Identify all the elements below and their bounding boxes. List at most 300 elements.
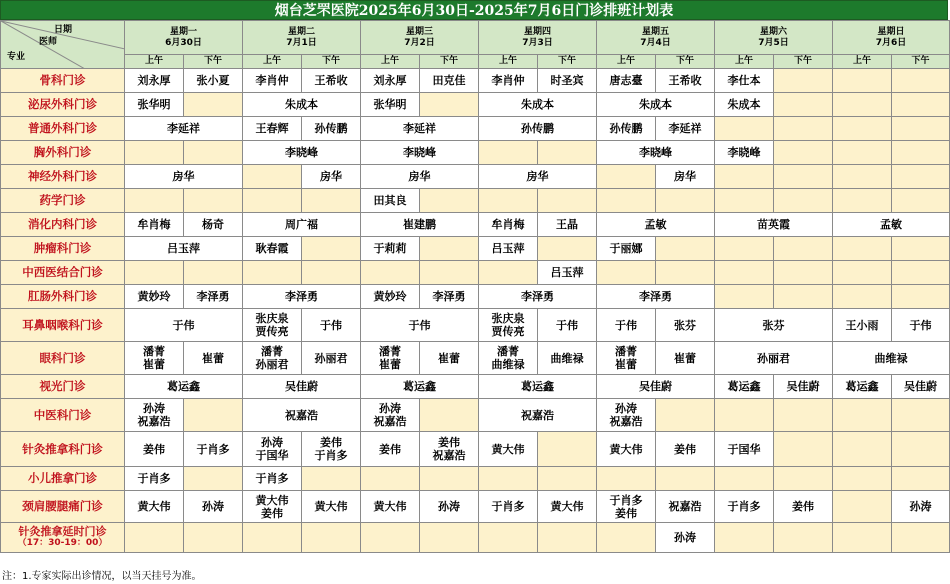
department-name: 泌尿外科门诊 bbox=[1, 93, 125, 117]
schedule-row bbox=[1, 491, 950, 523]
header-row-days bbox=[1, 21, 950, 55]
schedule-row bbox=[1, 69, 950, 93]
empty-cell bbox=[833, 491, 892, 523]
doctor-cell: 李肖仲 bbox=[243, 69, 302, 93]
doctor-cell: 崔建鹏 bbox=[361, 213, 479, 237]
doctor-cell: 李肖仲 bbox=[479, 69, 538, 93]
empty-cell bbox=[774, 467, 833, 491]
doctor-name: 潘菁 bbox=[143, 345, 165, 358]
doctor-name: 姜伟 bbox=[320, 436, 343, 449]
empty-cell bbox=[892, 69, 950, 93]
empty-cell bbox=[774, 261, 833, 285]
doctor-cell: 耿春霞 bbox=[243, 237, 302, 261]
empty-cell bbox=[715, 523, 774, 553]
doctor-name: 于肖多 bbox=[314, 449, 348, 462]
doctor-cell: 姜伟 bbox=[361, 432, 420, 467]
empty-cell bbox=[892, 285, 950, 309]
schedule-row bbox=[1, 523, 950, 553]
day-weekday: 星期二 bbox=[288, 26, 316, 37]
department-name: 消化内科门诊 bbox=[1, 213, 125, 237]
empty-cell bbox=[538, 523, 597, 553]
empty-cell bbox=[184, 189, 243, 213]
doctor-name: 贾传亮 bbox=[255, 325, 289, 338]
empty-cell bbox=[892, 189, 950, 213]
empty-cell bbox=[892, 467, 950, 491]
empty-cell bbox=[774, 165, 833, 189]
empty-cell bbox=[715, 237, 774, 261]
empty-cell bbox=[420, 399, 479, 432]
doctor-cell: 于伟 bbox=[597, 309, 656, 342]
doctor-cell: 房华 bbox=[656, 165, 715, 189]
doctor-cell: 于伟 bbox=[125, 309, 243, 342]
empty-cell bbox=[538, 432, 597, 467]
doctor-cell: 唐志臺 bbox=[597, 69, 656, 93]
department-name: 肛肠外科门诊 bbox=[1, 285, 125, 309]
doctor-cell: 孙涛 bbox=[420, 491, 479, 523]
empty-cell bbox=[538, 141, 597, 165]
department-name: 视光门诊 bbox=[1, 375, 125, 399]
department-name: 颈肩腰腿痛门诊 bbox=[1, 491, 125, 523]
doctor-cell bbox=[302, 432, 361, 467]
empty-cell bbox=[420, 237, 479, 261]
am-header: 上午 bbox=[833, 55, 892, 69]
pm-header: 下午 bbox=[538, 55, 597, 69]
department-name: 神经外科门诊 bbox=[1, 165, 125, 189]
doctor-name: 祝嘉浩 bbox=[137, 415, 171, 428]
empty-cell bbox=[715, 117, 774, 141]
doctor-cell: 吴佳蔚 bbox=[597, 375, 715, 399]
doctor-cell: 于丽娜 bbox=[597, 237, 656, 261]
empty-cell bbox=[302, 467, 361, 491]
day-date: 7月2日 bbox=[404, 37, 435, 48]
doctor-name: 祝嘉浩 bbox=[373, 415, 407, 428]
doctor-cell: 孙涛 bbox=[184, 491, 243, 523]
empty-cell bbox=[420, 189, 479, 213]
schedule-row bbox=[1, 165, 950, 189]
empty-cell bbox=[538, 467, 597, 491]
empty-cell bbox=[892, 261, 950, 285]
doctor-cell: 葛运鑫 bbox=[125, 375, 243, 399]
empty-cell bbox=[833, 165, 892, 189]
header-row-ampm bbox=[1, 55, 950, 69]
doctor-cell: 吴佳蔚 bbox=[774, 375, 833, 399]
schedule-row bbox=[1, 93, 950, 117]
doctor-name: 贾传亮 bbox=[491, 325, 525, 338]
doctor-cell: 祝嘉浩 bbox=[479, 399, 597, 432]
doctor-cell: 于肖多 bbox=[125, 467, 184, 491]
schedule-row bbox=[1, 375, 950, 399]
doctor-cell: 房华 bbox=[302, 165, 361, 189]
doctor-cell: 李泽勇 bbox=[184, 285, 243, 309]
empty-cell bbox=[833, 117, 892, 141]
schedule-row bbox=[1, 285, 950, 309]
pm-header: 下午 bbox=[184, 55, 243, 69]
doctor-cell: 黄大伟 bbox=[538, 491, 597, 523]
footnote: 注：1.专家实际出诊情况，以当天挂号为准。 bbox=[2, 571, 202, 582]
doctor-cell bbox=[243, 309, 302, 342]
empty-cell bbox=[833, 93, 892, 117]
department-hours-label: （17：30-19：00） bbox=[17, 538, 108, 548]
doctor-cell: 王晶 bbox=[538, 213, 597, 237]
doctor-cell: 李仕本 bbox=[715, 69, 774, 93]
corner-date-label: 日期 bbox=[53, 25, 72, 35]
doctor-cell: 姜伟 bbox=[656, 432, 715, 467]
doctor-name: 崔蕾 bbox=[143, 358, 165, 371]
doctor-cell: 张华明 bbox=[361, 93, 420, 117]
doctor-cell: 李延祥 bbox=[656, 117, 715, 141]
doctor-cell: 于肖多 bbox=[715, 491, 774, 523]
doctor-cell: 朱成本 bbox=[715, 93, 774, 117]
department-name: 药学门诊 bbox=[1, 189, 125, 213]
doctor-cell: 黄妙玲 bbox=[361, 285, 420, 309]
doctor-cell: 祝嘉浩 bbox=[243, 399, 361, 432]
empty-cell bbox=[302, 523, 361, 553]
corner-dept-label: 专业 bbox=[7, 52, 26, 62]
empty-cell bbox=[892, 237, 950, 261]
doctor-cell: 黄大伟 bbox=[125, 491, 184, 523]
doctor-cell bbox=[243, 432, 302, 467]
doctor-cell: 张华明 bbox=[125, 93, 184, 117]
doctor-cell bbox=[361, 399, 420, 432]
schedule-row bbox=[1, 117, 950, 141]
empty-cell bbox=[774, 189, 833, 213]
department-name: 中西医结合门诊 bbox=[1, 261, 125, 285]
doctor-cell: 孙涛 bbox=[892, 491, 950, 523]
empty-cell bbox=[892, 93, 950, 117]
doctor-cell: 刘永厚 bbox=[125, 69, 184, 93]
day-date: 7月1日 bbox=[286, 37, 317, 48]
empty-cell bbox=[597, 261, 656, 285]
empty-cell bbox=[184, 261, 243, 285]
empty-cell bbox=[833, 237, 892, 261]
doctor-name: 孙涛 bbox=[615, 402, 638, 415]
empty-cell bbox=[243, 165, 302, 189]
empty-cell bbox=[656, 189, 715, 213]
empty-cell bbox=[597, 523, 656, 553]
department-name: 小儿推拿门诊 bbox=[1, 467, 125, 491]
empty-cell bbox=[597, 165, 656, 189]
doctor-cell: 葛运鑫 bbox=[715, 375, 774, 399]
doctor-cell: 黄大伟 bbox=[597, 432, 656, 467]
doctor-cell: 朱成本 bbox=[479, 93, 597, 117]
doctor-cell: 曲维禄 bbox=[538, 342, 597, 375]
empty-cell bbox=[774, 237, 833, 261]
empty-cell bbox=[892, 523, 950, 553]
doctor-name: 张庆泉 bbox=[491, 312, 525, 325]
doctor-name: 孙涛 bbox=[379, 402, 402, 415]
doctor-cell: 牟肖梅 bbox=[479, 213, 538, 237]
schedule-row bbox=[1, 399, 950, 432]
doctor-cell bbox=[125, 342, 184, 375]
empty-cell bbox=[656, 467, 715, 491]
empty-cell bbox=[892, 141, 950, 165]
doctor-name: 潘菁 bbox=[379, 345, 402, 358]
empty-cell bbox=[656, 261, 715, 285]
doctor-cell: 李泽勇 bbox=[479, 285, 597, 309]
empty-cell bbox=[833, 285, 892, 309]
doctor-cell: 于伟 bbox=[892, 309, 950, 342]
pm-header: 下午 bbox=[656, 55, 715, 69]
day-weekday: 星期四 bbox=[524, 26, 552, 37]
empty-cell bbox=[774, 523, 833, 553]
doctor-cell: 牟肖梅 bbox=[125, 213, 184, 237]
doctor-cell bbox=[243, 342, 302, 375]
doctor-name: 潘菁 bbox=[261, 345, 284, 358]
empty-cell bbox=[125, 523, 184, 553]
doctor-cell: 李泽勇 bbox=[243, 285, 361, 309]
schedule-row bbox=[1, 467, 950, 491]
doctor-cell: 于肖多 bbox=[479, 491, 538, 523]
day-header bbox=[361, 21, 479, 55]
empty-cell bbox=[892, 117, 950, 141]
doctor-name: 潘菁 bbox=[615, 345, 638, 358]
doctor-cell: 孙丽君 bbox=[715, 342, 833, 375]
day-date: 7月5日 bbox=[758, 37, 789, 48]
doctor-cell: 孟敏 bbox=[833, 213, 950, 237]
corner-doctor-label: 医师 bbox=[39, 37, 58, 47]
doctor-cell: 于伟 bbox=[538, 309, 597, 342]
doctor-name: 孙涛 bbox=[261, 436, 284, 449]
doctor-cell: 田克佳 bbox=[420, 69, 479, 93]
doctor-cell: 吕玉萍 bbox=[538, 261, 597, 285]
empty-cell bbox=[361, 523, 420, 553]
doctor-cell: 房华 bbox=[479, 165, 597, 189]
doctor-cell bbox=[479, 309, 538, 342]
schedule-row bbox=[1, 432, 950, 467]
doctor-cell: 张小夏 bbox=[184, 69, 243, 93]
schedule-row bbox=[1, 213, 950, 237]
doctor-cell: 于莉莉 bbox=[361, 237, 420, 261]
doctor-cell bbox=[479, 342, 538, 375]
doctor-cell: 于伟 bbox=[361, 309, 479, 342]
doctor-cell bbox=[597, 399, 656, 432]
empty-cell bbox=[892, 399, 950, 432]
schedule-row bbox=[1, 342, 950, 375]
empty-cell bbox=[184, 523, 243, 553]
am-header: 上午 bbox=[715, 55, 774, 69]
doctor-cell: 孙传鹏 bbox=[597, 117, 656, 141]
empty-cell bbox=[125, 189, 184, 213]
doctor-cell bbox=[361, 342, 420, 375]
doctor-name: 潘菁 bbox=[497, 345, 520, 358]
empty-cell bbox=[774, 399, 833, 432]
doctor-cell: 黄妙玲 bbox=[125, 285, 184, 309]
department-name bbox=[1, 523, 125, 553]
doctor-cell: 李晓峰 bbox=[361, 141, 479, 165]
department-name: 中医科门诊 bbox=[1, 399, 125, 432]
day-weekday: 星期五 bbox=[642, 26, 670, 37]
doctor-name: 黄大伟 bbox=[255, 493, 289, 507]
department-main-label: 针灸推拿延时门诊 bbox=[18, 525, 107, 538]
empty-cell bbox=[184, 467, 243, 491]
doctor-name: 崔蕾 bbox=[379, 358, 402, 371]
empty-cell bbox=[656, 399, 715, 432]
doctor-name: 于国华 bbox=[255, 449, 289, 462]
day-weekday: 星期日 bbox=[877, 26, 905, 37]
empty-cell bbox=[774, 141, 833, 165]
empty-cell bbox=[833, 432, 892, 467]
day-header bbox=[715, 21, 833, 55]
department-name: 普通外科门诊 bbox=[1, 117, 125, 141]
empty-cell bbox=[715, 261, 774, 285]
day-date: 7月6日 bbox=[875, 37, 907, 48]
sheet-title: 烟台芝罘医院2025年6月30日-2025年7月6日门诊排班计划表 bbox=[0, 0, 948, 20]
department-name: 骨科门诊 bbox=[1, 69, 125, 93]
doctor-cell: 崔蕾 bbox=[184, 342, 243, 375]
doctor-name: 祝嘉浩 bbox=[609, 415, 643, 428]
doctor-cell: 吴佳蔚 bbox=[243, 375, 361, 399]
day-header bbox=[479, 21, 597, 55]
empty-cell bbox=[243, 523, 302, 553]
department-name: 耳鼻咽喉科门诊 bbox=[1, 309, 125, 342]
doctor-name: 姜伟 bbox=[261, 506, 284, 520]
empty-cell bbox=[597, 467, 656, 491]
empty-cell bbox=[892, 432, 950, 467]
day-header bbox=[125, 21, 243, 55]
schedule-row bbox=[1, 141, 950, 165]
department-name: 眼科门诊 bbox=[1, 342, 125, 375]
empty-cell bbox=[302, 189, 361, 213]
doctor-cell: 祝嘉浩 bbox=[656, 491, 715, 523]
empty-cell bbox=[361, 467, 420, 491]
doctor-cell: 吴佳蔚 bbox=[892, 375, 950, 399]
doctor-cell: 黄大伟 bbox=[302, 491, 361, 523]
doctor-cell: 李晓峰 bbox=[243, 141, 361, 165]
empty-cell bbox=[597, 189, 656, 213]
empty-cell bbox=[833, 69, 892, 93]
empty-cell bbox=[833, 523, 892, 553]
doctor-cell: 朱成本 bbox=[597, 93, 715, 117]
empty-cell bbox=[243, 261, 302, 285]
pm-header: 下午 bbox=[420, 55, 479, 69]
doctor-cell bbox=[420, 432, 479, 467]
doctor-name: 姜伟 bbox=[438, 436, 461, 449]
doctor-cell: 孙传鹏 bbox=[302, 117, 361, 141]
empty-cell bbox=[715, 285, 774, 309]
day-weekday: 星期六 bbox=[760, 26, 788, 37]
doctor-cell: 于伟 bbox=[302, 309, 361, 342]
doctor-cell: 苗英霞 bbox=[715, 213, 833, 237]
department-name: 针灸推拿科门诊 bbox=[1, 432, 125, 467]
doctor-cell bbox=[125, 399, 184, 432]
empty-cell bbox=[184, 399, 243, 432]
doctor-cell: 崔蕾 bbox=[420, 342, 479, 375]
doctor-cell: 葛运鑫 bbox=[833, 375, 892, 399]
am-header: 上午 bbox=[125, 55, 184, 69]
empty-cell bbox=[656, 237, 715, 261]
doctor-cell: 李延祥 bbox=[125, 117, 243, 141]
doctor-name: 孙丽君 bbox=[255, 358, 289, 371]
schedule-row bbox=[1, 261, 950, 285]
doctor-cell bbox=[243, 491, 302, 523]
empty-cell bbox=[479, 189, 538, 213]
empty-cell bbox=[715, 165, 774, 189]
doctor-name: 祝嘉浩 bbox=[432, 449, 466, 462]
empty-cell bbox=[774, 117, 833, 141]
pm-header: 下午 bbox=[892, 55, 950, 69]
empty-cell bbox=[715, 467, 774, 491]
doctor-cell: 孙涛 bbox=[656, 523, 715, 553]
doctor-cell: 王春辉 bbox=[243, 117, 302, 141]
doctor-cell: 张芬 bbox=[715, 309, 833, 342]
doctor-cell: 吕玉萍 bbox=[125, 237, 243, 261]
day-header bbox=[243, 21, 361, 55]
doctor-cell bbox=[597, 491, 656, 523]
empty-cell bbox=[479, 141, 538, 165]
day-header bbox=[833, 21, 950, 55]
am-header: 上午 bbox=[361, 55, 420, 69]
empty-cell bbox=[184, 93, 243, 117]
doctor-cell: 房华 bbox=[361, 165, 479, 189]
doctor-cell: 孙丽君 bbox=[302, 342, 361, 375]
empty-cell bbox=[243, 189, 302, 213]
doctor-cell: 崔蕾 bbox=[656, 342, 715, 375]
doctor-cell: 李延祥 bbox=[361, 117, 479, 141]
doctor-cell: 黄大伟 bbox=[361, 491, 420, 523]
empty-cell bbox=[833, 189, 892, 213]
empty-cell bbox=[538, 189, 597, 213]
empty-cell bbox=[774, 93, 833, 117]
empty-cell bbox=[420, 467, 479, 491]
empty-cell bbox=[302, 237, 361, 261]
day-date: 7月3日 bbox=[522, 37, 553, 48]
doctor-cell: 黄大伟 bbox=[479, 432, 538, 467]
empty-cell bbox=[538, 237, 597, 261]
doctor-cell: 葛运鑫 bbox=[479, 375, 597, 399]
empty-cell bbox=[774, 432, 833, 467]
corner-cell bbox=[1, 21, 125, 69]
doctor-cell: 王希收 bbox=[656, 69, 715, 93]
am-header: 上午 bbox=[597, 55, 656, 69]
doctor-cell: 王小雨 bbox=[833, 309, 892, 342]
doctor-cell: 吕玉萍 bbox=[479, 237, 538, 261]
empty-cell bbox=[420, 261, 479, 285]
day-weekday: 星期三 bbox=[406, 26, 434, 37]
empty-cell bbox=[420, 523, 479, 553]
empty-cell bbox=[774, 285, 833, 309]
doctor-cell: 于国华 bbox=[715, 432, 774, 467]
doctor-name: 孙涛 bbox=[143, 402, 165, 415]
doctor-cell: 张芬 bbox=[656, 309, 715, 342]
day-date: 6月30日 bbox=[165, 37, 202, 48]
doctor-name: 崔蕾 bbox=[615, 358, 638, 371]
doctor-cell: 王希收 bbox=[302, 69, 361, 93]
doctor-cell: 姜伟 bbox=[774, 491, 833, 523]
empty-cell bbox=[479, 523, 538, 553]
empty-cell bbox=[125, 141, 184, 165]
doctor-cell: 姜伟 bbox=[125, 432, 184, 467]
doctor-cell: 于肖多 bbox=[184, 432, 243, 467]
empty-cell bbox=[833, 467, 892, 491]
pm-header: 下午 bbox=[774, 55, 833, 69]
empty-cell bbox=[184, 141, 243, 165]
doctor-cell: 朱成本 bbox=[243, 93, 361, 117]
doctor-cell: 刘永厚 bbox=[361, 69, 420, 93]
empty-cell bbox=[833, 141, 892, 165]
empty-cell bbox=[361, 261, 420, 285]
empty-cell bbox=[833, 399, 892, 432]
empty-cell bbox=[774, 69, 833, 93]
pm-header: 下午 bbox=[302, 55, 361, 69]
empty-cell bbox=[302, 261, 361, 285]
doctor-cell: 杨奇 bbox=[184, 213, 243, 237]
day-header bbox=[597, 21, 715, 55]
doctor-cell: 李晓峰 bbox=[597, 141, 715, 165]
day-date: 7月4日 bbox=[640, 37, 671, 48]
department-name: 肿瘤科门诊 bbox=[1, 237, 125, 261]
schedule-row bbox=[1, 189, 950, 213]
doctor-cell: 时圣宾 bbox=[538, 69, 597, 93]
